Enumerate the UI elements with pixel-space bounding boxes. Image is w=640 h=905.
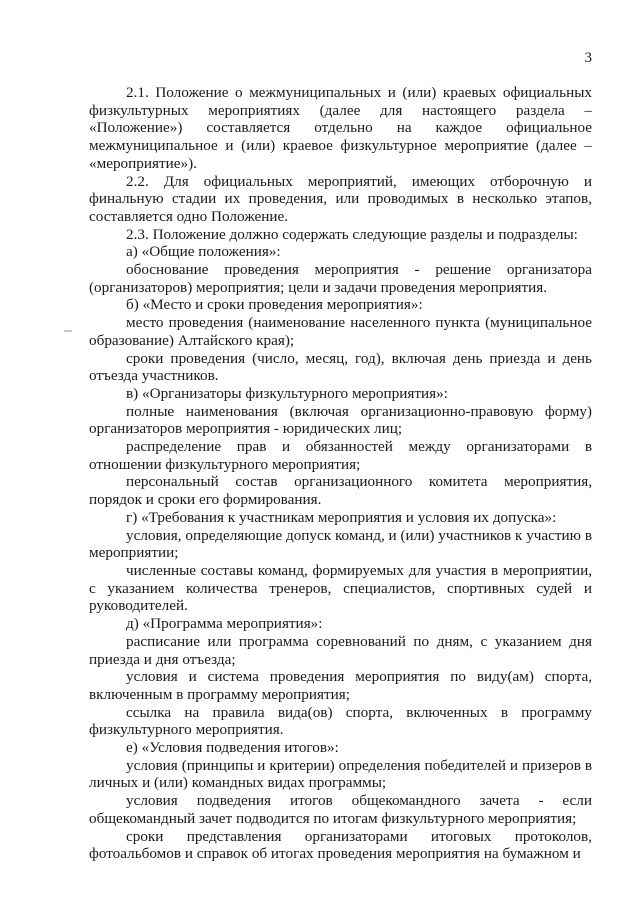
section-d-item-2: численные составы команд, формируемых для участия в мероприятии, с указанием количества тренеров, специалистов, спортивных судей и руководителей.	[89, 561, 592, 615]
section-f-heading: е) «Условия подведения итогов»:	[126, 739, 339, 757]
paragraph-2-1: 2.1. Положение о межмуниципальных и (или) краевых официальных физкультурных мероприятиях (далее для настоящего раздела – «Положение») составляется отдельно на каждое официальное межмуниципальное и (или) краевое физкультурное мероприятие (далее – «мероприятие»).	[89, 84, 592, 172]
page-number: 3	[584, 50, 592, 66]
section-c-heading: в) «Организаторы физкультурного мероприятия»:	[126, 384, 448, 402]
section-e-item-3: ссылка на правила вида(ов) спорта, включенных в программу физкультурного мероприятия.	[89, 703, 592, 739]
section-c-item-2: распределение прав и обязанностей между организаторами в отношении физкультурного мероприятия;	[89, 438, 592, 473]
section-b-item-1: место проведения (наименование населенного пункта (муниципальное образование) Алтайского края);	[89, 314, 592, 349]
paragraph-2-3: 2.3. Положение должно содержать следующие разделы и подразделы:	[126, 225, 578, 243]
margin-mark	[64, 330, 72, 332]
document-body	[89, 84, 592, 863]
section-d-heading: г) «Требования к участникам мероприятия и условия их допуска»:	[126, 508, 557, 526]
section-b-item-2: сроки проведения (число, месяц, год), включая день приезда и день отъезда участников.	[89, 349, 592, 385]
section-b-heading: б) «Место и сроки проведения мероприятия»:	[126, 296, 423, 314]
section-d-item-1: условия, определяющие допуск команд, и (или) участников к участию в мероприятии;	[89, 526, 592, 562]
section-a-heading: а) «Общие положения»:	[126, 243, 281, 261]
section-e-heading: д) «Программа мероприятия»:	[126, 615, 323, 633]
section-f-item-3: сроки представления организаторами итоговых протоколов, фотоальбомов и справок об итогах проведения мероприятия на бумажном и	[89, 827, 592, 863]
section-c-item-3: персональный состав организационного комитета мероприятия, порядок и сроки его формирования.	[89, 473, 592, 509]
section-a-item-1: обоснование проведения мероприятия - решение организатора (организаторов) мероприятия; цели и задачи проведения мероприятия.	[89, 261, 592, 296]
section-e-item-1: расписание или программа соревнований по дням, с указанием дня приезда и дня отъезда;	[89, 632, 592, 668]
section-f-item-2: условия подведения итогов общекомандного зачета - если общекомандный зачет подводится по итогам физкультурного мероприятия;	[89, 792, 592, 827]
section-e-item-2: условия и система проведения мероприятия по виду(ам) спорта, включенным в программу мероприятия;	[89, 668, 592, 703]
section-c-item-1: полные наименования (включая организационно-правовую форму) организаторов мероприятия - юридических лиц;	[89, 402, 592, 438]
paragraph-2-2: 2.2. Для официальных мероприятий, имеющих отборочную и финальную стадии их проведения, или проводимых в несколько этапов, составляется одно Положение.	[89, 172, 592, 225]
section-f-item-1: условия (принципы и критерии) определения победителей и призеров в личных и (или) командных видах программы;	[89, 756, 592, 792]
